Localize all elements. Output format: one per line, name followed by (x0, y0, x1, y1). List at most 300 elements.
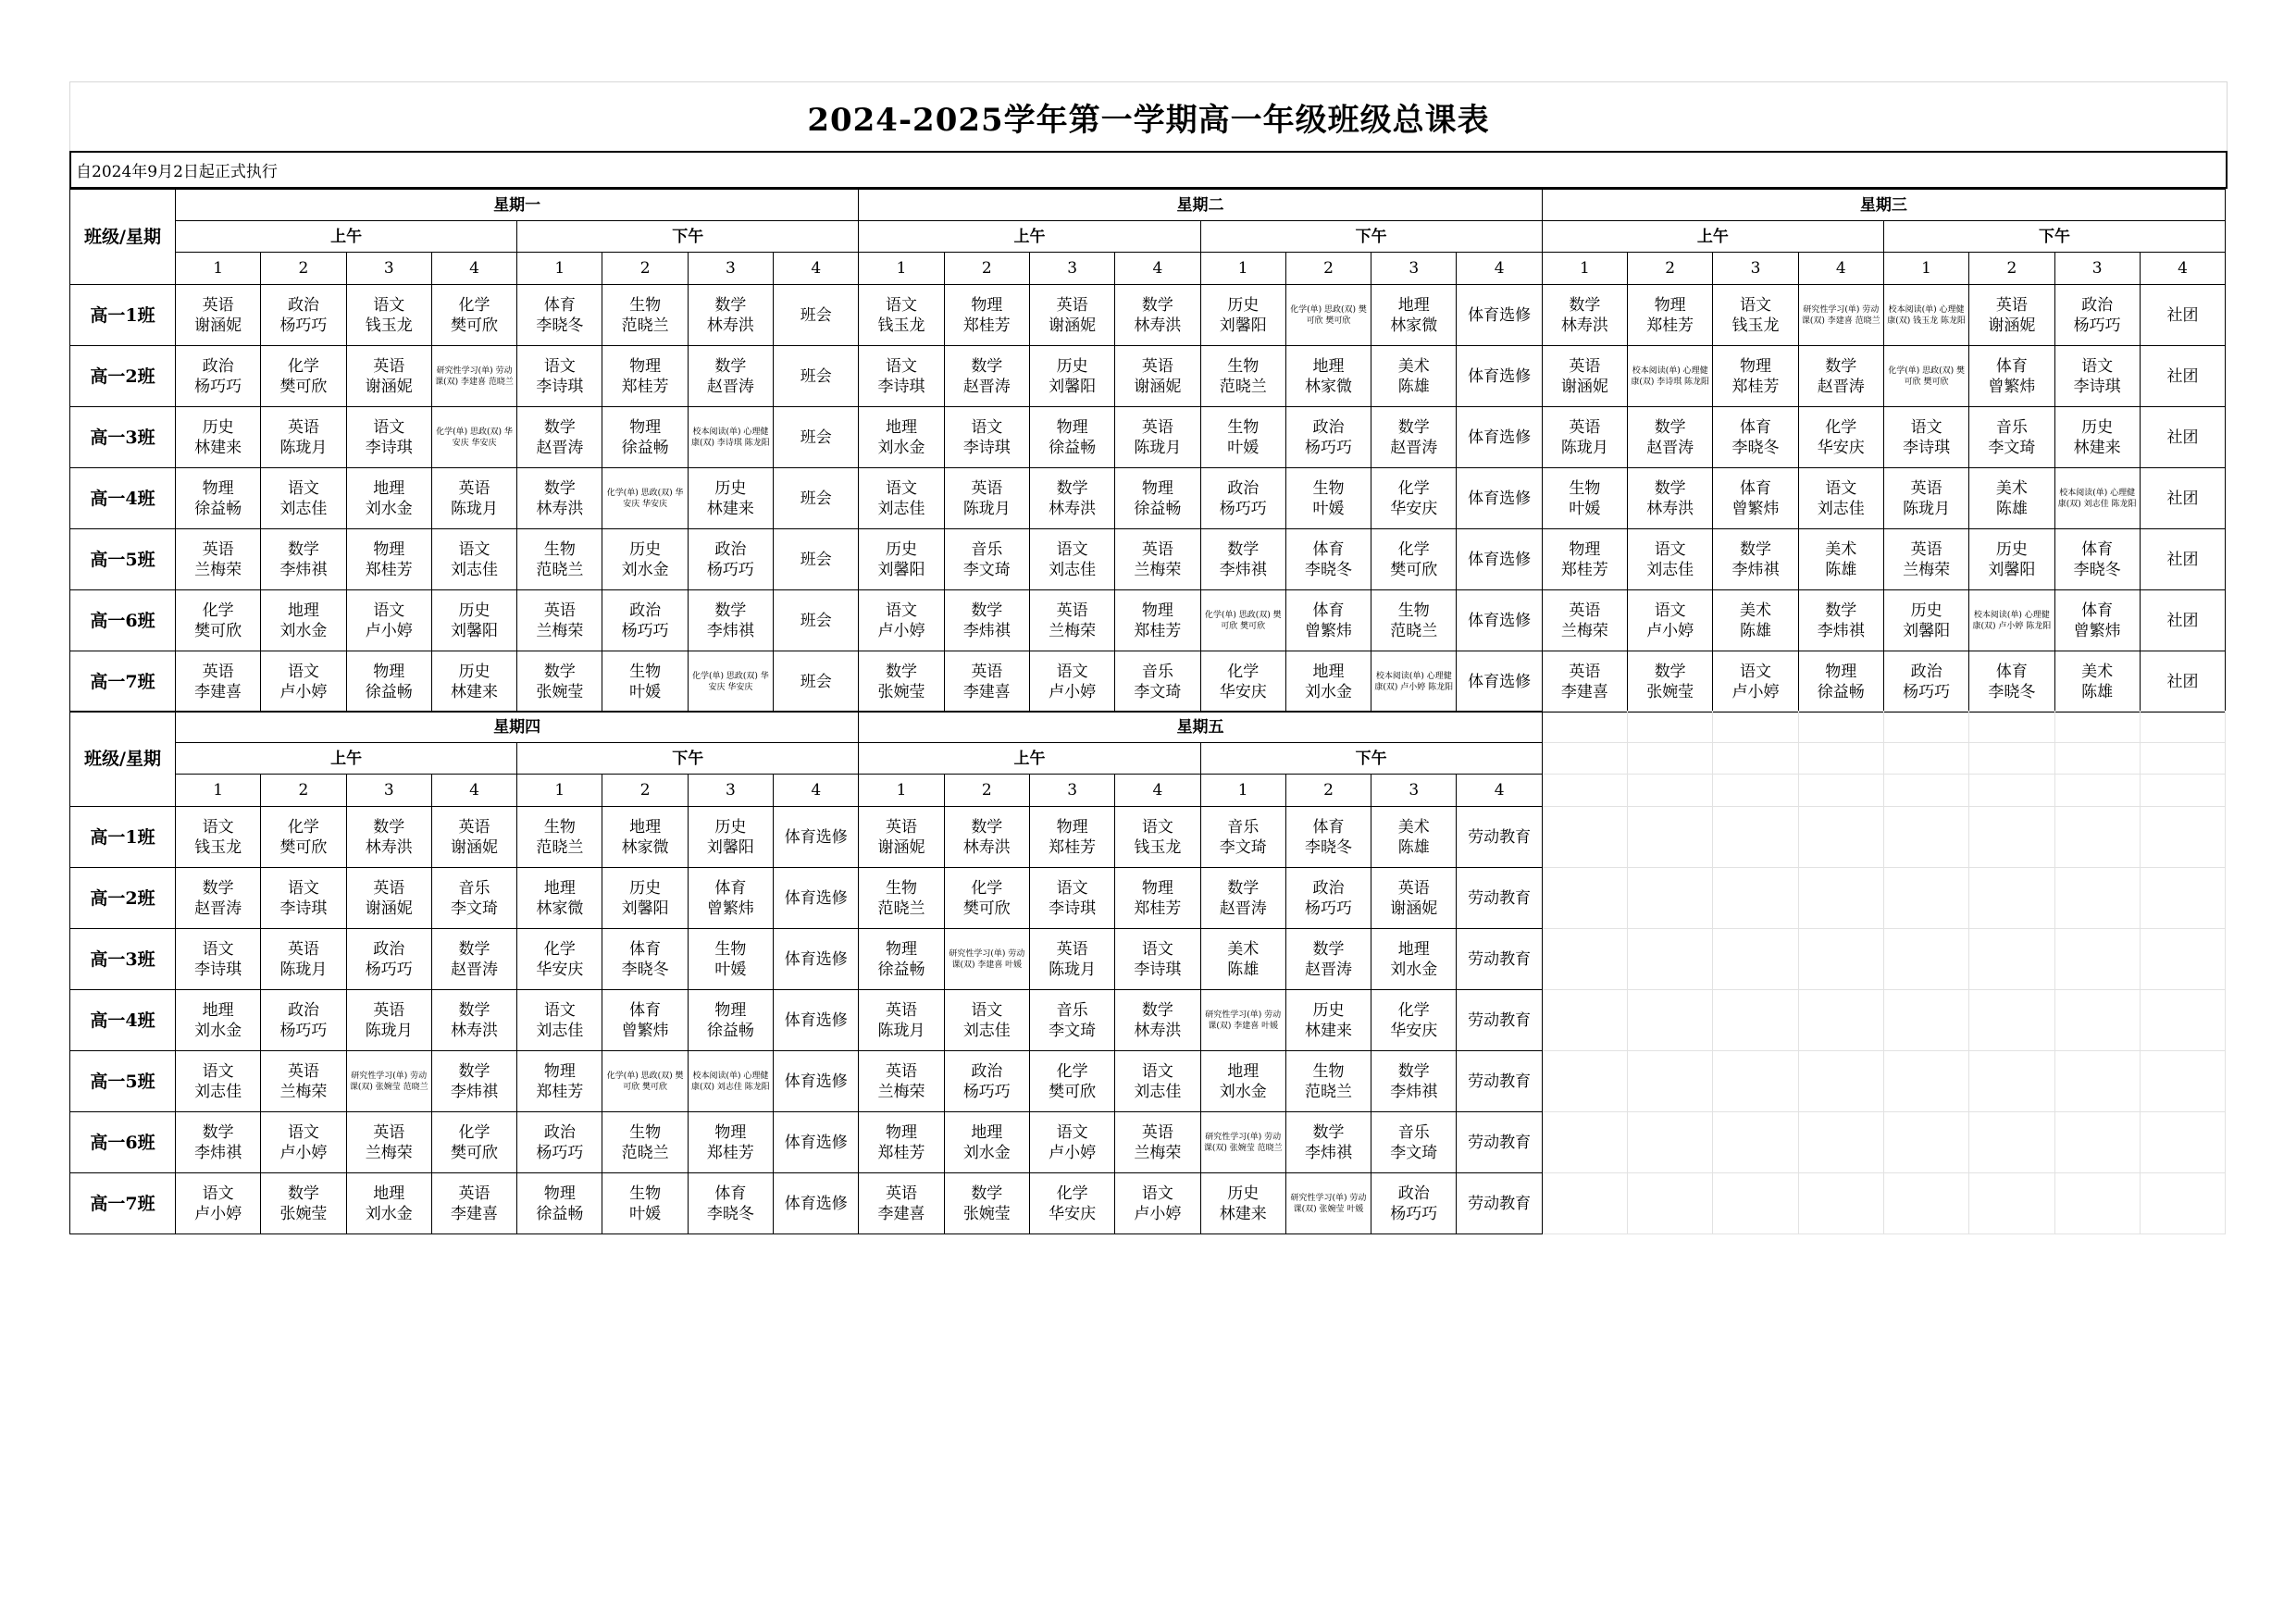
subject: 政治 (202, 356, 234, 376)
subject: 政治 (1227, 478, 1260, 498)
teacher: 杨巧巧 (1305, 899, 1352, 918)
teacher: 林建来 (1305, 1021, 1352, 1040)
lesson-cell (431, 1112, 516, 1173)
subject: 地理 (202, 1000, 234, 1020)
period-number (176, 253, 261, 285)
lesson-cell (431, 990, 516, 1051)
lesson-cell (261, 529, 346, 590)
lesson-cell (1628, 468, 1713, 529)
lesson-cell (774, 1173, 859, 1234)
blank-cell (1542, 1051, 1627, 1112)
subject: 语文 (1654, 539, 1686, 559)
subject: 英语 (1056, 601, 1088, 620)
teacher: 杨巧巧 (1305, 438, 1352, 457)
lesson-cell (1371, 868, 1457, 929)
lesson-cell (1115, 285, 1200, 346)
lesson-cell (944, 285, 1029, 346)
effective-date-note: 自2024年9月2日起正式执行 (69, 151, 2228, 189)
lesson-cell (944, 807, 1029, 868)
blank-cell (2140, 990, 2225, 1051)
day-label: 星期三 (1859, 195, 1907, 215)
subject: 政治 (1910, 662, 1942, 681)
subject: 数学 (971, 356, 1003, 376)
blank-cell (2054, 1173, 2140, 1234)
teacher: 郑桂芳 (1134, 899, 1182, 918)
teacher: 赵晋涛 (194, 899, 242, 918)
teacher: 徐益畅 (1817, 682, 1865, 701)
lesson-cell (517, 590, 602, 651)
teacher: 李炜祺 (1219, 560, 1267, 579)
combined-lesson-text: 研究性学习(单) 劳动课(双) 李建喜 范晓兰 (435, 366, 514, 387)
lesson-cell (859, 590, 944, 651)
subject: 英语 (202, 295, 234, 315)
subject: 英语 (373, 356, 405, 376)
combined-lesson-text: 校本阅读(单) 心理健康(双) 卢小婷 陈龙阳 (1374, 671, 1454, 692)
teacher: 谢涵妮 (451, 837, 499, 857)
lesson-cell (1115, 929, 1200, 990)
subject: 英语 (1397, 878, 1430, 898)
subject: 音乐 (1141, 662, 1173, 681)
teacher: 李晓冬 (2073, 560, 2121, 579)
subject: 地理 (1397, 939, 1430, 959)
subject: 历史 (458, 662, 490, 681)
teacher: 谢涵妮 (365, 377, 413, 396)
lesson-cell (774, 529, 859, 590)
period-label: 3 (1409, 259, 1420, 278)
class-label: 高一6班 (90, 1132, 155, 1153)
teacher: 陈雄 (1397, 377, 1430, 396)
lesson-cell (1115, 868, 1200, 929)
subject: 英语 (202, 539, 234, 559)
teacher: 樊可欣 (451, 1143, 499, 1162)
morning-header (1542, 221, 1883, 253)
subject: 生物 (1569, 478, 1601, 498)
teacher: 赵晋涛 (1305, 960, 1352, 979)
teacher: 李诗琪 (536, 377, 584, 396)
lesson-cell (602, 868, 688, 929)
teacher: 陈珑月 (279, 960, 328, 979)
blank-cell (1628, 712, 1713, 743)
period-label: 4 (469, 259, 479, 278)
teacher: 钱玉龙 (877, 316, 925, 335)
teacher: 陈雄 (1397, 837, 1430, 857)
subject: 历史 (1227, 295, 1260, 315)
teacher: 陈珑月 (1049, 960, 1097, 979)
lesson-cell (944, 990, 1029, 1051)
period-label: 3 (383, 259, 394, 278)
lesson-cell (1457, 407, 1542, 468)
lesson-cell (2140, 651, 2225, 713)
lesson-cell (517, 529, 602, 590)
lesson-cell (774, 407, 859, 468)
teacher: 李诗琪 (962, 438, 1011, 457)
lesson-cell (602, 1112, 688, 1173)
subject: 历史 (629, 539, 662, 559)
subject: 物理 (1654, 295, 1686, 315)
teacher: 刘水金 (194, 1021, 242, 1040)
activity: 体育选修 (1468, 611, 1532, 630)
teacher: 卢小婷 (877, 621, 925, 640)
blank-cell (1969, 1051, 2054, 1112)
lesson-cell (1285, 1051, 1371, 1112)
lesson-cell (602, 929, 688, 990)
blank-cell (1883, 868, 1968, 929)
lesson-cell (1371, 346, 1457, 407)
teacher: 樊可欣 (1049, 1082, 1097, 1101)
lesson-cell (1200, 346, 1285, 407)
class-name (70, 529, 176, 590)
subject: 英语 (886, 1061, 918, 1081)
lesson-cell (688, 1051, 773, 1112)
subject: 语文 (1056, 878, 1088, 898)
lesson-cell (1371, 807, 1457, 868)
teacher: 卢小婷 (1049, 682, 1097, 701)
teacher: 李诗琪 (1134, 960, 1182, 979)
day-header (176, 190, 859, 221)
subject: 地理 (886, 417, 918, 437)
lesson-cell (346, 868, 431, 929)
subject: 体育 (1312, 601, 1345, 620)
lesson-cell (431, 929, 516, 990)
subject: 语文 (543, 1000, 576, 1020)
lesson-cell (2140, 529, 2225, 590)
teacher: 刘志佳 (1646, 560, 1694, 579)
teacher: 李炜祺 (706, 621, 754, 640)
teacher: 叶媛 (714, 960, 747, 979)
morning-header (176, 743, 517, 775)
subject: 数学 (1056, 478, 1088, 498)
half-label: 下午 (672, 227, 704, 246)
subject: 化学 (287, 817, 319, 837)
teacher: 刘水金 (365, 1204, 413, 1223)
subject: 英语 (1141, 539, 1173, 559)
lesson-cell (1115, 1112, 1200, 1173)
teacher: 郑桂芳 (706, 1143, 754, 1162)
teacher: 李炜祺 (1305, 1143, 1352, 1162)
afternoon-header (517, 743, 859, 775)
corner-header (70, 190, 176, 285)
combined-lesson-text: 研究性学习(单) 劳动课(双) 张婉莹 范晓兰 (1203, 1132, 1283, 1153)
teacher: 钱玉龙 (365, 316, 413, 335)
subject: 语文 (202, 1061, 234, 1081)
combined-lesson-text: 化学(单) 思政(双) 樊可欣 樊可欣 (1290, 304, 1367, 326)
subject: 政治 (629, 601, 662, 620)
period-number (1029, 775, 1114, 807)
lesson-cell (1115, 529, 1200, 590)
subject: 语文 (202, 1184, 234, 1203)
subject: 数学 (373, 817, 405, 837)
lesson-cell (944, 468, 1029, 529)
activity: 劳动教育 (1468, 1194, 1532, 1213)
lesson-cell (774, 1112, 859, 1173)
blank-cell (1542, 1173, 1627, 1234)
lesson-cell (1115, 1051, 1200, 1112)
subject: 化学 (1397, 478, 1430, 498)
subject: 历史 (629, 878, 662, 898)
subject: 语文 (543, 356, 576, 376)
teacher: 陈雄 (1739, 621, 1771, 640)
lesson-cell (859, 468, 944, 529)
blank-cell (1883, 929, 1968, 990)
period-number (261, 775, 346, 807)
lesson-cell (346, 651, 431, 713)
teacher: 范晓兰 (536, 560, 584, 579)
subject: 体育 (2081, 601, 2114, 620)
period-label: 2 (298, 259, 309, 278)
lesson-cell (1371, 990, 1457, 1051)
period-label: 1 (554, 259, 565, 278)
combined-lesson-text: 化学(单) 思政(双) 樊可欣 樊可欣 (1888, 366, 1965, 387)
subject: 体育 (1739, 417, 1771, 437)
lesson-cell (517, 929, 602, 990)
lesson-cell (1285, 651, 1371, 713)
lesson-cell (346, 468, 431, 529)
teacher: 刘馨阳 (706, 837, 754, 857)
teacher: 兰梅荣 (1560, 621, 1608, 640)
subject: 语文 (1141, 1061, 1173, 1081)
subject: 英语 (1141, 356, 1173, 376)
period-number (1713, 253, 1798, 285)
subject: 历史 (886, 539, 918, 559)
lesson-cell (261, 651, 346, 713)
class-name (70, 651, 176, 713)
subject: 英语 (1569, 417, 1601, 437)
activity: 班会 (800, 672, 832, 691)
subject: 语文 (373, 295, 405, 315)
teacher: 郑桂芳 (1134, 621, 1182, 640)
period-number (346, 253, 431, 285)
activity: 劳动教育 (1468, 888, 1532, 908)
teacher: 兰梅荣 (1134, 560, 1182, 579)
subject: 物理 (714, 1122, 747, 1142)
subject: 地理 (373, 478, 405, 498)
lesson-cell (1798, 285, 1883, 346)
lesson-cell (1969, 407, 2054, 468)
teacher: 陈珑月 (1903, 499, 1951, 518)
combined-lesson-text: 研究性学习(单) 劳动课(双) 张婉莹 叶媛 (1290, 1193, 1367, 1214)
teacher: 钱玉龙 (194, 837, 242, 857)
lesson-cell (859, 807, 944, 868)
period-number (1029, 253, 1114, 285)
subject: 美术 (1397, 817, 1430, 837)
lesson-cell (1969, 346, 2054, 407)
activity: 体育选修 (1468, 305, 1532, 325)
teacher: 李晓冬 (706, 1204, 754, 1223)
subject: 历史 (202, 417, 234, 437)
subject: 语文 (1654, 601, 1686, 620)
teacher: 李文琦 (451, 899, 499, 918)
lesson-cell (1883, 285, 1968, 346)
blank-cell (2140, 1173, 2225, 1234)
lesson-cell (1542, 651, 1627, 713)
teacher: 刘志佳 (451, 560, 499, 579)
lesson-cell (602, 807, 688, 868)
teacher: 范晓兰 (621, 1143, 669, 1162)
lesson-cell (176, 868, 261, 929)
teacher: 陈珑月 (365, 1021, 413, 1040)
teacher: 刘水金 (279, 621, 328, 640)
lesson-cell (431, 807, 516, 868)
period-label: 4 (1835, 259, 1846, 278)
teacher: 叶媛 (629, 1204, 662, 1223)
teacher: 华安庆 (1390, 499, 1438, 518)
subject: 地理 (373, 1184, 405, 1203)
half-label: 上午 (330, 749, 363, 768)
subject: 化学 (458, 295, 490, 315)
period-label: 4 (469, 781, 479, 800)
schedule-table-mon-wed (69, 189, 2226, 713)
teacher: 陈珑月 (962, 499, 1011, 518)
subject: 物理 (886, 1122, 918, 1142)
class-name (70, 990, 176, 1051)
teacher: 徐益畅 (1049, 438, 1097, 457)
teacher: 刘志佳 (877, 499, 925, 518)
period-number (1200, 775, 1285, 807)
teacher: 徐益畅 (621, 438, 669, 457)
teacher: 徐益畅 (1134, 499, 1182, 518)
class-name (70, 407, 176, 468)
lesson-cell (944, 929, 1029, 990)
subject: 英语 (1569, 662, 1601, 681)
teacher: 陈珑月 (1560, 438, 1608, 457)
teacher: 刘馨阳 (1049, 377, 1097, 396)
blank-cell (1713, 712, 1798, 743)
blank-cell (1798, 990, 1883, 1051)
half-label: 下午 (672, 749, 704, 768)
teacher: 刘志佳 (279, 499, 328, 518)
class-name (70, 929, 176, 990)
subject: 语文 (287, 1122, 319, 1142)
subject: 英语 (1569, 356, 1601, 376)
subject: 历史 (714, 478, 747, 498)
teacher: 谢涵妮 (1988, 316, 2036, 335)
subject: 英语 (373, 1122, 405, 1142)
subject: 历史 (458, 601, 490, 620)
activity: 劳动教育 (1468, 1133, 1532, 1152)
blank-cell (1883, 990, 1968, 1051)
lesson-cell (1029, 529, 1114, 590)
teacher: 谢涵妮 (365, 899, 413, 918)
period-label: 2 (2006, 259, 2017, 278)
combined-lesson-text: 化学(单) 思政(双) 华安庆 华安庆 (436, 427, 513, 448)
activity: 社团 (2166, 611, 2199, 630)
lesson-cell (1029, 1112, 1114, 1173)
teacher: 范晓兰 (536, 837, 584, 857)
teacher: 曾繁炜 (2073, 621, 2121, 640)
lesson-cell (517, 1051, 602, 1112)
class-label: 高一3班 (90, 948, 155, 970)
blank-cell (1969, 775, 2054, 807)
lesson-cell (1285, 529, 1371, 590)
morning-header (859, 743, 1200, 775)
teacher: 张婉莹 (279, 1204, 328, 1223)
subject: 英语 (886, 1184, 918, 1203)
blank-cell (1713, 868, 1798, 929)
combined-lesson-text: 校本阅读(单) 心理健康(双) 钱玉龙 陈龙阳 (1887, 304, 1966, 326)
teacher: 李文琦 (1219, 837, 1267, 857)
lesson-cell (1029, 346, 1114, 407)
teacher: 李诗琪 (279, 899, 328, 918)
blank-cell (2140, 1112, 2225, 1173)
activity: 社团 (2166, 366, 2199, 386)
lesson-cell (261, 285, 346, 346)
lesson-cell (1883, 468, 1968, 529)
lesson-cell (517, 990, 602, 1051)
lesson-cell (1200, 807, 1285, 868)
activity: 劳动教育 (1468, 1010, 1532, 1030)
teacher: 赵晋涛 (706, 377, 754, 396)
lesson-cell (261, 346, 346, 407)
subject: 英语 (1056, 939, 1088, 959)
teacher: 杨巧巧 (365, 960, 413, 979)
subject: 数学 (1654, 478, 1686, 498)
lesson-cell (1029, 651, 1114, 713)
subject: 生物 (629, 662, 662, 681)
lesson-cell (431, 529, 516, 590)
period-label: 3 (1067, 781, 1078, 800)
class-label: 高一1班 (90, 826, 155, 848)
subject: 音乐 (1995, 417, 2028, 437)
lesson-cell (1200, 1051, 1285, 1112)
blank-cell (1542, 712, 1627, 743)
afternoon-header (1883, 221, 2225, 253)
class-name (70, 590, 176, 651)
blank-cell (1969, 807, 2054, 868)
lesson-cell (261, 990, 346, 1051)
subject: 语文 (287, 478, 319, 498)
blank-cell (1713, 929, 1798, 990)
teacher: 兰梅荣 (365, 1143, 413, 1162)
teacher: 华安庆 (1390, 1021, 1438, 1040)
lesson-cell (2054, 468, 2140, 529)
subject: 语文 (287, 662, 319, 681)
combined-lesson-text: 校本阅读(单) 心理健康(双) 李诗琪 陈龙阳 (1631, 366, 1710, 387)
period-number (688, 775, 773, 807)
corner-header (70, 712, 176, 807)
teacher: 李晓冬 (1305, 837, 1352, 857)
lesson-cell (944, 1173, 1029, 1234)
combined-lesson-text: 研究性学习(单) 劳动课(双) 李建喜 叶媛 (1205, 1010, 1282, 1031)
lesson-cell (517, 651, 602, 713)
lesson-cell (261, 929, 346, 990)
lesson-cell (1200, 1173, 1285, 1234)
teacher: 樊可欣 (962, 899, 1011, 918)
teacher: 刘志佳 (1817, 499, 1865, 518)
teacher: 谢涵妮 (1390, 899, 1438, 918)
period-label: 4 (2178, 259, 2188, 278)
morning-header (859, 221, 1200, 253)
day-header (176, 712, 859, 743)
lesson-cell (1371, 1051, 1457, 1112)
teacher: 兰梅荣 (1134, 1143, 1182, 1162)
subject: 物理 (373, 662, 405, 681)
period-label: 1 (896, 781, 907, 800)
lesson-cell (944, 590, 1029, 651)
teacher: 郑桂芳 (877, 1143, 925, 1162)
lesson-cell (1115, 990, 1200, 1051)
lesson-cell (1029, 590, 1114, 651)
subject: 地理 (629, 817, 662, 837)
subject: 音乐 (971, 539, 1003, 559)
teacher: 刘水金 (621, 560, 669, 579)
lesson-cell (1200, 929, 1285, 990)
teacher: 刘水金 (1305, 682, 1352, 701)
lesson-cell (176, 1112, 261, 1173)
subject: 数学 (543, 662, 576, 681)
teacher: 郑桂芳 (365, 560, 413, 579)
teacher: 杨巧巧 (536, 1143, 584, 1162)
lesson-cell (1713, 407, 1798, 468)
